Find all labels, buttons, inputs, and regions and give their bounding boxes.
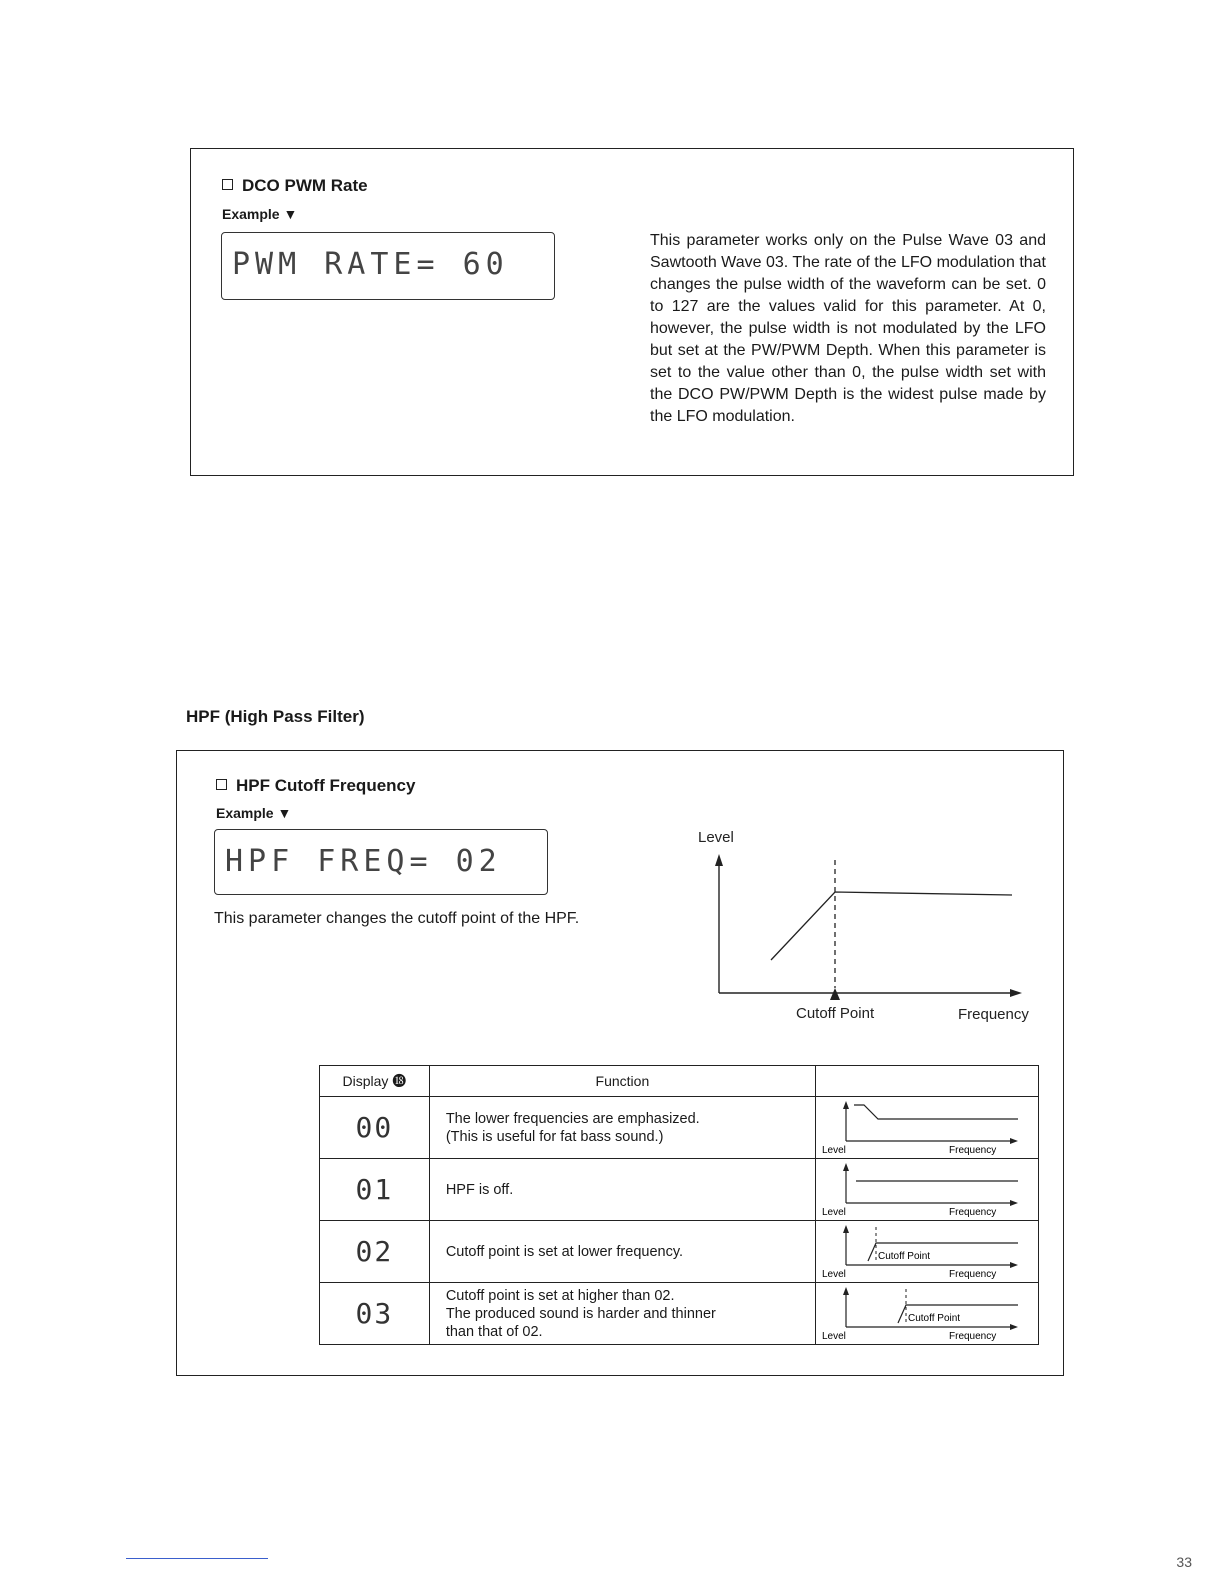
hpf-cutoff-heading: HPF Cutoff Frequency [216,776,415,796]
header-graph [815,1066,1038,1097]
pwm-example-label: Example ▼ [222,206,298,222]
y-axis-arrow-icon [715,854,723,866]
arrow-right-icon [1010,1138,1018,1144]
mini-frequency-label: Frequency [948,1269,997,1279]
table-row [320,1097,1039,1159]
arrow-right-icon [1010,1324,1018,1330]
table-header-row [320,1066,1039,1097]
mini-level-label: Level [821,1145,846,1155]
arrow-up-icon [843,1225,849,1233]
arrow-right-icon [1010,1200,1018,1206]
mini-frequency-label: Frequency [948,1207,997,1217]
function-text: Cutoff point is set at lower frequency. [429,1221,815,1283]
header-display: Display ⓲ [320,1066,430,1097]
mini-frequency-label: Frequency [948,1145,997,1155]
arrow-up-icon [843,1163,849,1171]
mini-cutoff-label: Cutoff Point [907,1313,961,1324]
hpf-section-title: HPF (High Pass Filter) [186,707,365,726]
graph-x-label: Frequency [958,1006,1029,1023]
cutoff-marker-arrow-icon [830,988,840,1000]
hpf-example-label: Example ▼ [216,805,292,821]
high-cutoff-graph [816,1283,1038,1341]
checkbox-square-icon [222,179,233,190]
hpf-function-table [319,1065,1039,1345]
function-text: The lower frequencies are emphasized. (This is useful for fat bass sound.) [429,1097,815,1159]
mini-frequency-label: Frequency [948,1331,997,1341]
header-function: Function [429,1066,815,1097]
graph-y-label: Level [698,829,734,846]
table-row [320,1283,1039,1345]
mini-level-label: Level [821,1331,846,1341]
hpf-lcd-display: HPF FREQ= 02 [214,829,548,895]
function-text: Cutoff point is set at higher than 02. The produced sound is harder and thinner than that of 02. [429,1283,815,1345]
checkbox-square-icon [216,779,227,790]
pwm-rate-description: This parameter works only on the Pulse Wave 03 and Sawtooth Wave 03. The rate of the LFO modulation that changes the pulse width of the waveform can be set. 0 to 127 are the values valid for this parameter. At 0, however, the pulse width is not modulated by the LFO but set at the PW/PWM Depth. When this parameter is set to the value other than 0, the pulse width set with the DCO PW/PWM Depth is the widest pulse made by the LFO modulation. [650,232,1046,425]
mini-cutoff-label: Cutoff Point [877,1251,931,1262]
boost-curve-graph [816,1097,1038,1155]
page-number: 33 [1176,1554,1192,1570]
flat-curve-graph [816,1159,1038,1217]
hpf-response-graph [690,822,1050,1032]
arrow-up-icon [843,1101,849,1109]
x-axis-arrow-icon [1010,989,1022,997]
mini-graph-cell [815,1221,1038,1283]
display-value: 00 [320,1097,430,1159]
mini-level-label: Level [821,1269,846,1279]
graph-marker-label: Cutoff Point [796,1005,875,1022]
arrow-up-icon [843,1287,849,1295]
mini-graph-cell [815,1159,1038,1221]
footer-rule [126,1558,268,1559]
display-value: 02 [320,1221,430,1283]
mini-graph-cell [815,1283,1038,1345]
arrow-right-icon [1010,1262,1018,1268]
mini-graph-cell [815,1097,1038,1159]
hpf-response-curve [771,892,1012,960]
display-value: 03 [320,1283,430,1345]
pwm-rate-heading: DCO PWM Rate [222,176,368,196]
mini-level-label: Level [821,1207,846,1217]
table-row [320,1221,1039,1283]
table-row [320,1159,1039,1221]
display-value: 01 [320,1159,430,1221]
function-text: HPF is off. [429,1159,815,1221]
low-cutoff-graph [816,1221,1038,1279]
pwm-lcd-display: PWM RATE= 60 [221,232,555,300]
hpf-cutoff-description: This parameter changes the cutoff point of the HPF. [214,910,580,927]
